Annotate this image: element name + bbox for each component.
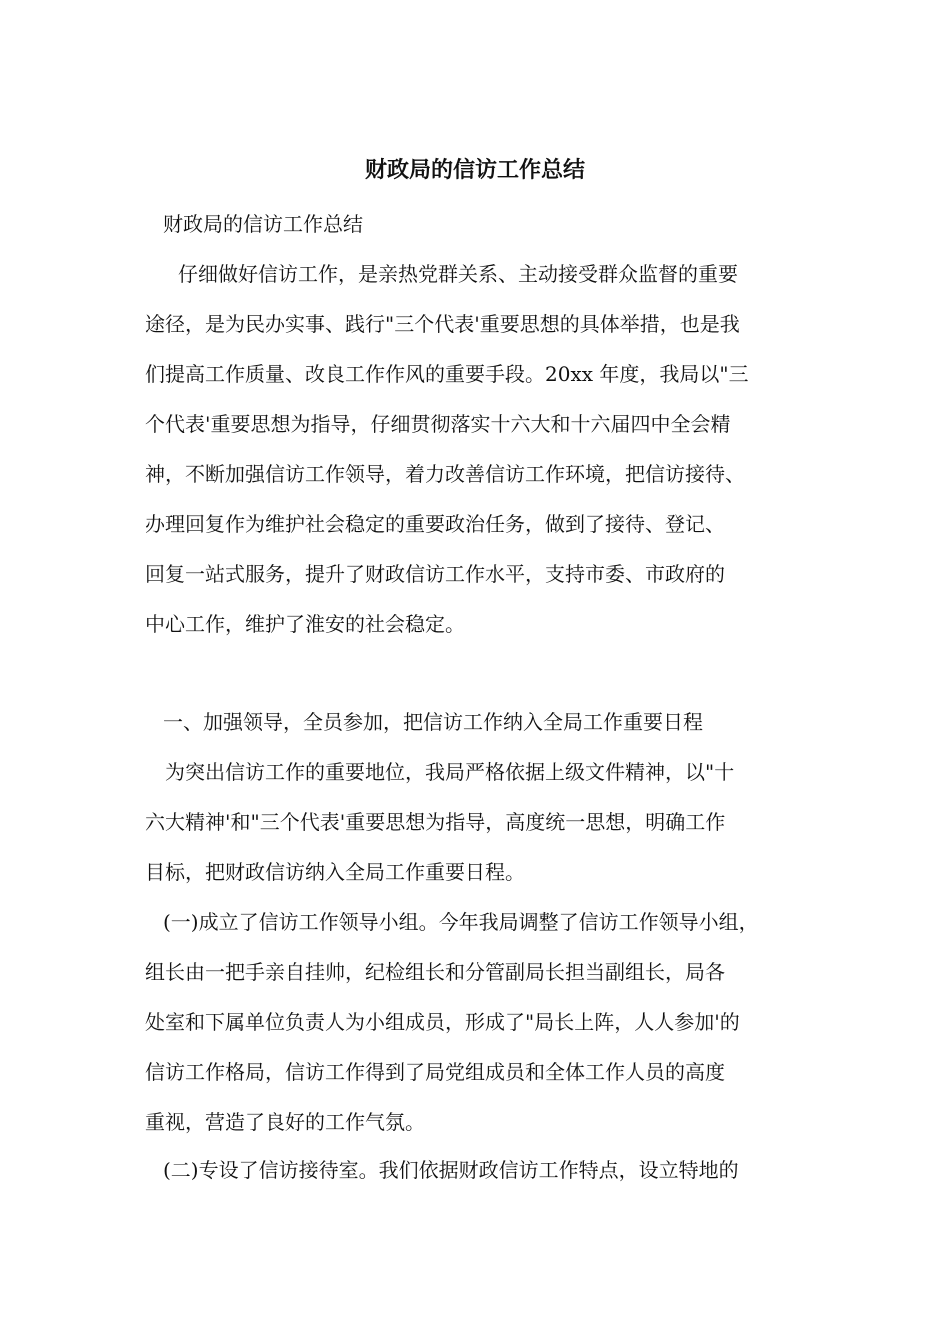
text-line: 组长由一把手亲自挂帅，纪检组长和分管副局长担当副组长，局各 (145, 960, 725, 984)
text-line: 目标，把财政信访纳入全局工作重要日程。 (145, 860, 525, 884)
text-line: 处室和下属单位负责人为小组成员，形成了"局长上阵，人人参加'的 (145, 1010, 740, 1034)
subtitle-line: 财政局的信访工作总结 (163, 212, 363, 236)
text-line: (二)专设了信访接待室。我们依据财政信访工作特点，设立特地的 (163, 1158, 739, 1182)
text-line: 六大精神'和"三个代表'重要思想为指导，高度统一思想，明确工作 (145, 810, 726, 834)
text-line: 回复一站式服务，提升了财政信访工作水平，支持市委、市政府的 (145, 562, 725, 586)
text-line: 信访工作格局，信访工作得到了局党组成员和全体工作人员的高度 (145, 1060, 725, 1084)
document-title: 财政局的信访工作总结 (364, 157, 585, 183)
text-line: 个代表'重要思想为指导，仔细贯彻落实十六大和十六届四中全会精 (145, 412, 731, 436)
intro-paragraph (145, 249, 825, 649)
text-line: 办理回复作为维护社会稳定的重要政治任务，做到了接待、登记、 (145, 512, 725, 536)
text-line: 神，不断加强信访工作领导，着力改善信访工作环境，把信访接待、 (145, 462, 745, 486)
text-line: 为突出信访工作的重要地位，我局严格依据上级文件精神，以"十 (165, 760, 735, 784)
text-line: 途径，是为民办实事、践行"三个代表'重要思想的具体举措，也是我 (145, 312, 740, 336)
heading-line: 一、加强领导，全员参加，把信访工作纳入全局工作重要日程 (163, 710, 703, 734)
text-line: 中心工作，维护了淮安的社会稳定。 (145, 612, 465, 636)
item-paragraph-1 (145, 897, 825, 1147)
text-line: 仔细做好信访工作，是亲热党群关系、主动接受群众监督的重要 (178, 262, 738, 286)
section-heading (163, 697, 843, 747)
section-paragraph (145, 747, 825, 897)
document-subtitle (163, 199, 843, 249)
text-line: 们提高工作质量、改良工作作风的重要手段。20xx 年度，我局以"三 (145, 362, 749, 386)
item-paragraph-2 (145, 1145, 825, 1195)
text-line: 重视，营造了良好的工作气氛。 (145, 1110, 425, 1134)
text-line: (一)成立了信访工作领导小组。今年我局调整了信访工作领导小组， (163, 910, 759, 934)
